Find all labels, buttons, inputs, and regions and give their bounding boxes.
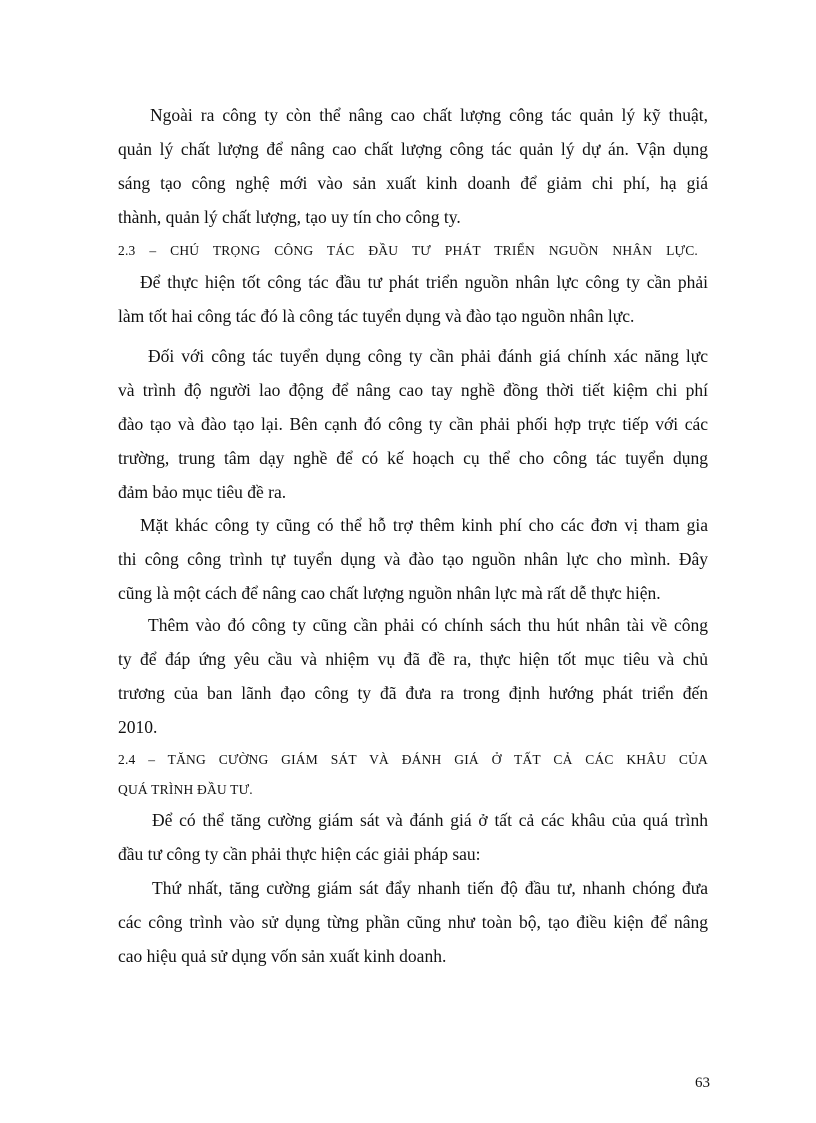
paragraph-supervision-intro bbox=[118, 803, 708, 871]
text-line: và trình độ người lao động để nâng cao tay nghề đồng thời tiết kiệm chi phí bbox=[118, 380, 708, 400]
text-line: các công trình vào sử dụng từng phần cũng như toàn bộ, tạo điều kiện để nâng bbox=[118, 912, 708, 932]
paragraph-funding-support bbox=[118, 508, 708, 610]
text-line: 2010. bbox=[118, 717, 158, 737]
text-line: đảm bảo mục tiêu đề ra. bbox=[118, 482, 287, 502]
text-line: cao hiệu quả sử dụng vốn sản xuất kinh doanh. bbox=[118, 946, 447, 966]
heading-line: QUÁ TRÌNH ĐẦU TƯ. bbox=[118, 782, 253, 797]
text-line: làm tốt hai công tác đó là công tác tuyển dụng và đào tạo nguồn nhân lực. bbox=[118, 306, 635, 326]
text-line: thi công công trình tự tuyển dụng và đào tạo nguồn nhân lực cho mình. Đây bbox=[118, 549, 708, 569]
text-line: Ngoài ra công ty còn thể nâng cao chất lượng công tác quản lý kỹ thuật, bbox=[150, 105, 708, 125]
paragraph-talent-policy bbox=[118, 608, 708, 744]
paragraph-recruitment bbox=[118, 339, 708, 509]
paragraph-hr-development bbox=[118, 265, 708, 333]
text-line: Thứ nhất, tăng cường giám sát đẩy nhanh tiến độ đầu tư, nhanh chóng đưa bbox=[152, 878, 708, 898]
text-line: ty để đáp ứng yêu cầu và nhiệm vụ đã đề ra, thực hiện tốt mục tiêu và chủ bbox=[118, 649, 708, 669]
paragraph-quality-management bbox=[118, 98, 708, 234]
text-line: Để có thể tăng cường giám sát và đánh giá ở tất cả các khâu của quá trình bbox=[152, 810, 708, 830]
text-line: thành, quản lý chất lượng, tạo uy tín cho công ty. bbox=[118, 207, 461, 227]
text-line: Để thực hiện tốt công tác đầu tư phát triển nguồn nhân lực công ty cần phải bbox=[140, 272, 708, 292]
text-line: đào tạo và đào tạo lại. Bên cạnh đó công ty cần phải phối hợp trực tiếp với các bbox=[118, 414, 708, 434]
page-number: 63 bbox=[695, 1075, 710, 1091]
heading-line: 2.4 – TĂNG CƯỜNG GIÁM SÁT VÀ ĐÁNH GIÁ Ở TẤT CẢ CÁC KHÂU CỦA bbox=[118, 752, 708, 767]
text-line: đầu tư công ty cần phải thực hiện các giải pháp sau: bbox=[118, 844, 481, 864]
section-heading-2-3 bbox=[118, 234, 708, 268]
section-heading-2-4 bbox=[118, 743, 708, 807]
text-line: cũng là một cách để nâng cao chất lượng nguồn nhân lực mà rất dễ thực hiện. bbox=[118, 583, 661, 603]
text-line: sáng tạo công nghệ mới vào sản xuất kinh doanh để giảm chi phí, hạ giá bbox=[118, 173, 708, 193]
text-line: Mặt khác công ty cũng có thể hỗ trợ thêm kinh phí cho các đơn vị tham gia bbox=[140, 515, 708, 535]
text-line: quản lý chất lượng để nâng cao chất lượng công tác quản lý dự án. Vận dụng bbox=[118, 139, 708, 159]
heading-line: 2.3 – CHÚ TRỌNG CÔNG TÁC ĐẦU TƯ PHÁT TRIỂN NGUỒN NHÂN LỰC. bbox=[118, 243, 698, 258]
text-line: trường, trung tâm dạy nghề để có kế hoạch cụ thể cho công tác tuyển dụng bbox=[118, 448, 708, 468]
text-line: Đối với công tác tuyển dụng công ty cần phải đánh giá chính xác năng lực bbox=[148, 346, 708, 366]
text-line: trương của ban lãnh đạo công ty đã đưa ra trong định hướng phát triển đến bbox=[118, 683, 708, 703]
paragraph-first-solution bbox=[118, 871, 708, 973]
text-line: Thêm vào đó công ty cũng cần phải có chính sách thu hút nhân tài về công bbox=[148, 615, 708, 635]
